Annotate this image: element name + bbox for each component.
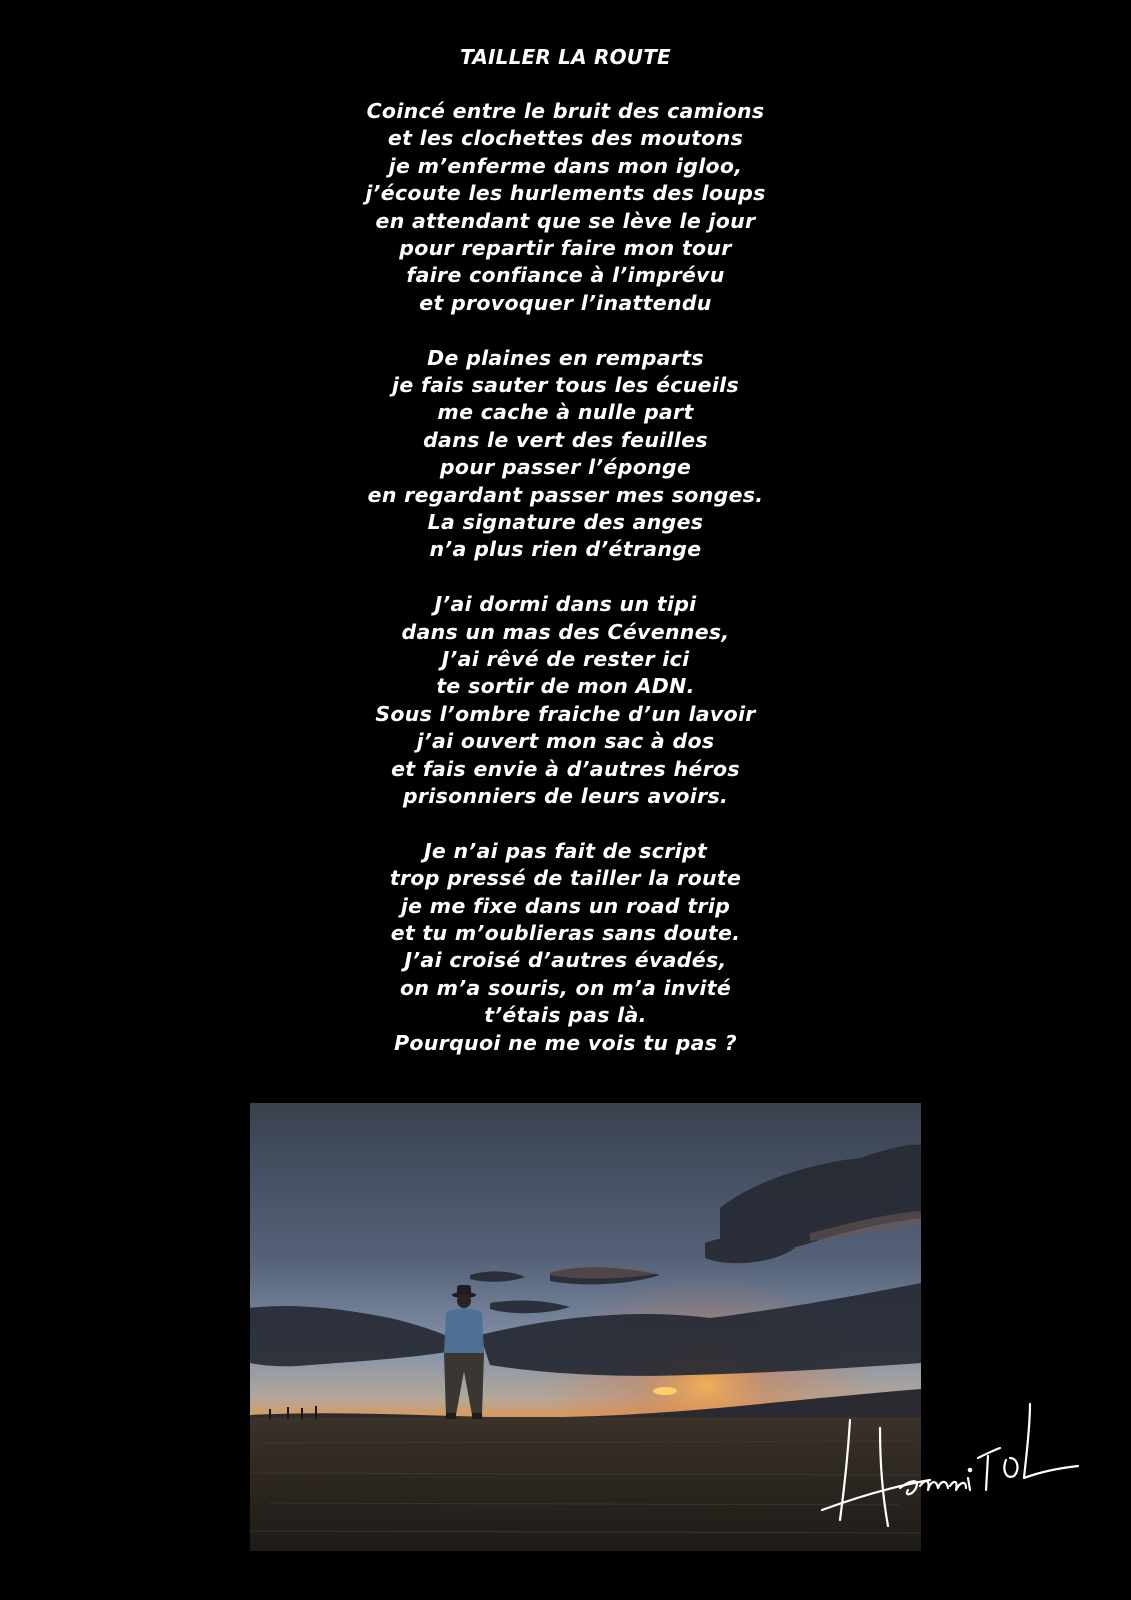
poem-line: dans un mas des Cévennes, (401, 619, 730, 644)
poem-line: J’ai croisé d’autres évadés, (404, 948, 727, 973)
poem-line: je m’enferme dans mon igloo, (388, 153, 743, 178)
poem-line: Pourquoi ne me vois tu pas ? (394, 1030, 737, 1055)
poem-line: faire confiance à l’imprévu (406, 263, 725, 288)
poem-line: en regardant passer mes songes. (367, 482, 764, 507)
poem-line: dans le vert des feuilles (423, 427, 708, 452)
poem (0, 44, 1131, 1085)
poem-line: J’ai dormi dans un tipi (434, 592, 697, 617)
poem-line: me cache à nulle part (437, 400, 694, 425)
poem-title: TAILLER LA ROUTE (460, 45, 671, 69)
poem-line: en attendant que se lève le jour (375, 208, 756, 233)
stanza-3 (0, 591, 1131, 810)
poem-line: on m’a souris, on m’a invité (399, 975, 732, 1000)
poem-line: je me fixe dans un road trip (400, 893, 731, 918)
poem-line: J’ai rêvé de rester ici (441, 647, 690, 672)
poem-line: et provoquer l’inattendu (419, 290, 712, 315)
poem-line: La signature des anges (427, 509, 704, 534)
poem-line: pour repartir faire mon tour (399, 235, 732, 260)
poem-line: et les clochettes des moutons (387, 126, 744, 151)
poem-line: De plaines en remparts (427, 345, 704, 370)
stanza-2 (0, 345, 1131, 564)
poem-line: n’a plus rien d’étrange (429, 537, 702, 562)
poem-line: et tu m’oublieras sans doute. (390, 921, 741, 946)
poem-line: je fais sauter tous les écueils (392, 373, 739, 398)
poem-line: j’ai ouvert mon sac à dos (416, 729, 715, 754)
poem-line: j’écoute les hurlements des loups (365, 181, 766, 206)
poem-line: trop pressé de tailler la route (389, 866, 742, 891)
poem-line: prisonniers de leurs avoirs. (402, 783, 729, 808)
poem-line: et fais envie à d’autres héros (391, 756, 740, 781)
poem-line: Je n’ai pas fait de script (423, 838, 708, 863)
poem-line: Coincé entre le bruit des camions (366, 99, 765, 123)
stanza-1 (0, 98, 1131, 317)
poem-line: pour passer l’éponge (439, 455, 692, 480)
poem-line: te sortir de mon ADN. (436, 674, 695, 699)
poem-line: Sous l’ombre fraiche d’un lavoir (375, 701, 756, 726)
handwritten-signature (820, 1398, 1085, 1533)
poem-line: t’étais pas là. (484, 1003, 647, 1028)
stanza-4 (0, 838, 1131, 1057)
